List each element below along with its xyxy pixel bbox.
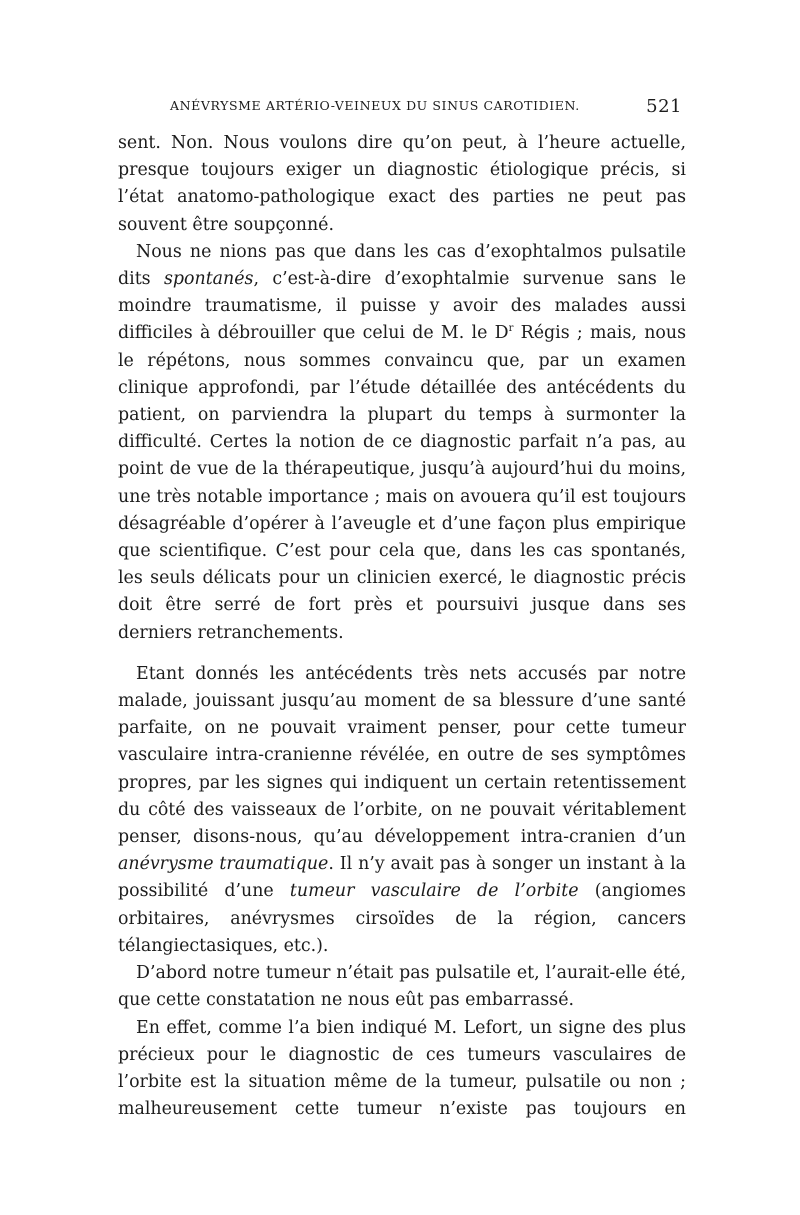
text-segment: sent. Non. Nous voulons dire qu’on peut, à l’heure actuelle, presque toujours exiger un diagnostic étiologique précis, si l’état anatomo-pathologique exact des parties ne peut pas souvent être soupçonné. — [118, 133, 686, 235]
italic-term: tumeur vasculaire de l’orbite — [289, 881, 579, 902]
paragraph — [118, 661, 686, 960]
paragraph — [118, 239, 686, 647]
paragraph — [118, 960, 686, 1014]
paragraph — [118, 1015, 686, 1124]
paragraph — [118, 130, 686, 239]
italic-term: anévrysme traumatique — [118, 854, 329, 875]
text-segment: Nous ne nions pas que dans les cas d’exophtalmos pulsatile dits — [118, 241, 686, 290]
running-head — [118, 96, 686, 130]
body-text — [118, 130, 686, 1123]
text-segment: Etant donnés les antécédents très nets accusés par notre malade, jouissant jusqu’au moment de sa blessure d’une santé parfaite, on ne pouvait vraiment penser, pour cette tumeur vasculaire intra-cranienne révélée, en outre de ses symptômes propres, par les signes qui indiquent un certain retentissement du côté des vaisseaux de l’orbite, on ne pouvait véritablement penser, disons-nous, qu’au développement intra-cranien d’un — [118, 663, 686, 848]
text-segment: (angiomes orbitaires, anévrysmes cirsoïdes de la région, cancers télangiectasiques, etc.). — [118, 881, 686, 956]
text-segment: Régis ; mais, nous le répétons, nous sommes convaincu que, par un examen clinique approfondi, par l’étude détaillée des antécédents du patient, on parviendra la plupart du temps à surmonter la difficulté. Certes la notion de ce diagnostic parfait n’a pas, au point de vue de la thérapeutique, jusqu’à aujourd’hui du moins, une très notable importance ; mais on avouera qu’il est toujours désagréable d’opérer à l’aveugle et d’une façon plus empirique que scientifique. C’est pour cela que, dans les cas spontanés, les seuls délicats pour un clinicien exercé, le diagnostic précis doit être serré de fort près et poursuivi jusque dans ses derniers retranchements. — [118, 323, 686, 643]
italic-term: spontanés — [163, 269, 254, 290]
book-page — [118, 96, 686, 1123]
text-segment: D’abord notre tumeur n’était pas pulsatile et, l’aurait-elle été, que cette constatation ne nous eût pas embarrassé. — [118, 963, 686, 1011]
text-segment: , c’est-à-dire d’exophtalmie survenue sans le moindre traumatisme, il puisse y avoir des malades aussi difficiles à débrouiller que celui de M. le D — [118, 269, 687, 344]
text-segment: . Il n’y avait pas à songer un instant à la possibilité d’une — [118, 854, 686, 902]
page-number: 521 — [646, 96, 682, 117]
superscript-abbreviation: r — [508, 322, 514, 334]
running-title: ANÉVRYSME ARTÉRIO-VEINEUX DU SINUS CAROTIDIEN. — [170, 98, 580, 113]
text-segment: En effet, comme l’a bien indiqué M. Lefort, un signe des plus précieux pour le diagnostic de ces tumeurs vasculaires de l’orbite est la situation même de la tumeur, pulsatile ou non ; malheureusement cette tumeur n’existe pas toujours en — [118, 1017, 686, 1120]
